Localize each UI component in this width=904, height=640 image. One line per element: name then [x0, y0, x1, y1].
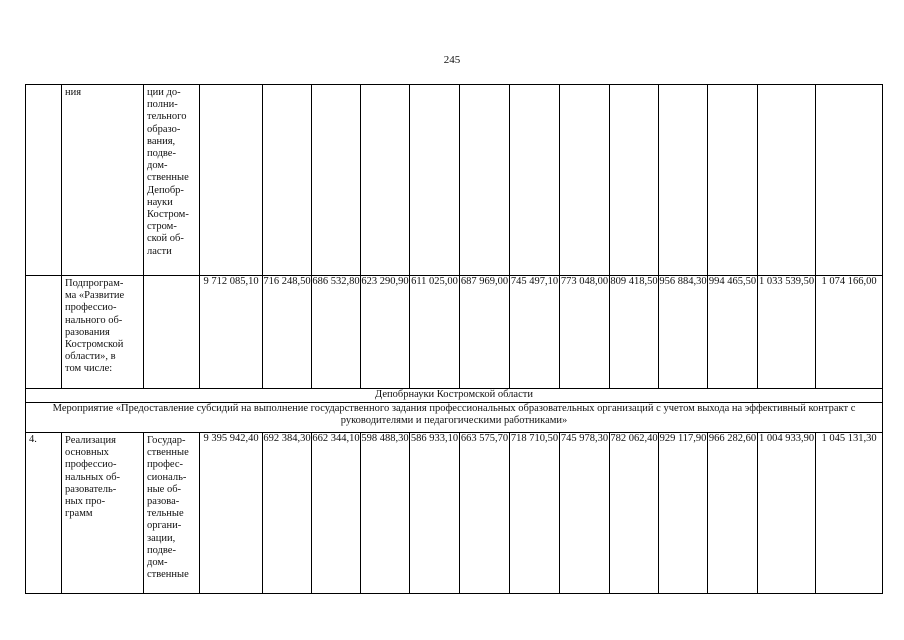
- table-row: [26, 433, 883, 594]
- name-cell: Реализация основных профессио- нальных об- разователь- ных про- грамм: [62, 433, 144, 594]
- executor-cell: ции до- полни- тельного образо- вания, подве- дом- ственные Депобр- науки Костром- стром- ской об- ласти: [144, 85, 200, 276]
- value-cell: [312, 85, 361, 276]
- value-cell: 623 290,90: [361, 276, 410, 389]
- department-row: Депобрнауки Костромской области: [26, 389, 883, 403]
- value-cell: 718 710,50: [510, 433, 560, 594]
- executor-cell: [144, 276, 200, 389]
- value-cell: [263, 85, 312, 276]
- row-index-cell: [26, 85, 62, 276]
- value-cell: 773 048,00: [560, 276, 610, 389]
- value-cell: [200, 85, 263, 276]
- value-cell: [816, 85, 883, 276]
- executor-cell: Государ- ственные профес- сиональ- ные об- разова- тельные органи- зации, подве- дом- ственные: [144, 433, 200, 594]
- value-cell: 586 933,10: [410, 433, 460, 594]
- budget-table: [25, 84, 883, 594]
- value-cell: 9 395 942,40: [200, 433, 263, 594]
- value-cell: 662 344,10: [312, 433, 361, 594]
- value-cell: [758, 85, 816, 276]
- value-cell: 611 025,00: [410, 276, 460, 389]
- value-cell: 1 074 166,00: [816, 276, 883, 389]
- value-cell: 966 282,60: [708, 433, 758, 594]
- table-row: [26, 276, 883, 389]
- value-cell: 929 117,90: [659, 433, 708, 594]
- value-cell: 1 045 131,30: [816, 433, 883, 594]
- value-cell: 994 465,50: [708, 276, 758, 389]
- value-cell: 745 978,30: [560, 433, 610, 594]
- value-cell: 687 969,00: [460, 276, 510, 389]
- measure-row: Мероприятие «Предоставление субсидий на выполнение государственного задания профессиональных образовательных организаций с учетом выхода на эффективный контракт с руководителями и педагогическими работниками»: [26, 403, 883, 433]
- value-cell: 782 062,40: [610, 433, 659, 594]
- value-cell: 663 575,70: [460, 433, 510, 594]
- value-cell: [610, 85, 659, 276]
- name-cell: ния: [62, 85, 144, 276]
- value-cell: 686 532,80: [312, 276, 361, 389]
- value-cell: [708, 85, 758, 276]
- row-index-cell: [26, 276, 62, 389]
- page-number: 245: [443, 54, 461, 66]
- value-cell: 809 418,50: [610, 276, 659, 389]
- value-cell: [659, 85, 708, 276]
- value-cell: [460, 85, 510, 276]
- value-cell: [410, 85, 460, 276]
- table-row: [26, 389, 883, 403]
- value-cell: 716 248,50: [263, 276, 312, 389]
- name-cell: Подпрограм- ма «Развитие профессио- нального об- разования Костромской области», в том числе:: [62, 276, 144, 389]
- value-cell: 956 884,30: [659, 276, 708, 389]
- value-cell: 9 712 085,10: [200, 276, 263, 389]
- value-cell: 1 033 539,50: [758, 276, 816, 389]
- value-cell: 598 488,30: [361, 433, 410, 594]
- row-index-cell: 4.: [26, 433, 62, 594]
- value-cell: [510, 85, 560, 276]
- table-row: [26, 85, 883, 276]
- table-row: [26, 403, 883, 433]
- value-cell: [361, 85, 410, 276]
- value-cell: [560, 85, 610, 276]
- value-cell: 692 384,30: [263, 433, 312, 594]
- value-cell: 1 004 933,90: [758, 433, 816, 594]
- value-cell: 745 497,10: [510, 276, 560, 389]
